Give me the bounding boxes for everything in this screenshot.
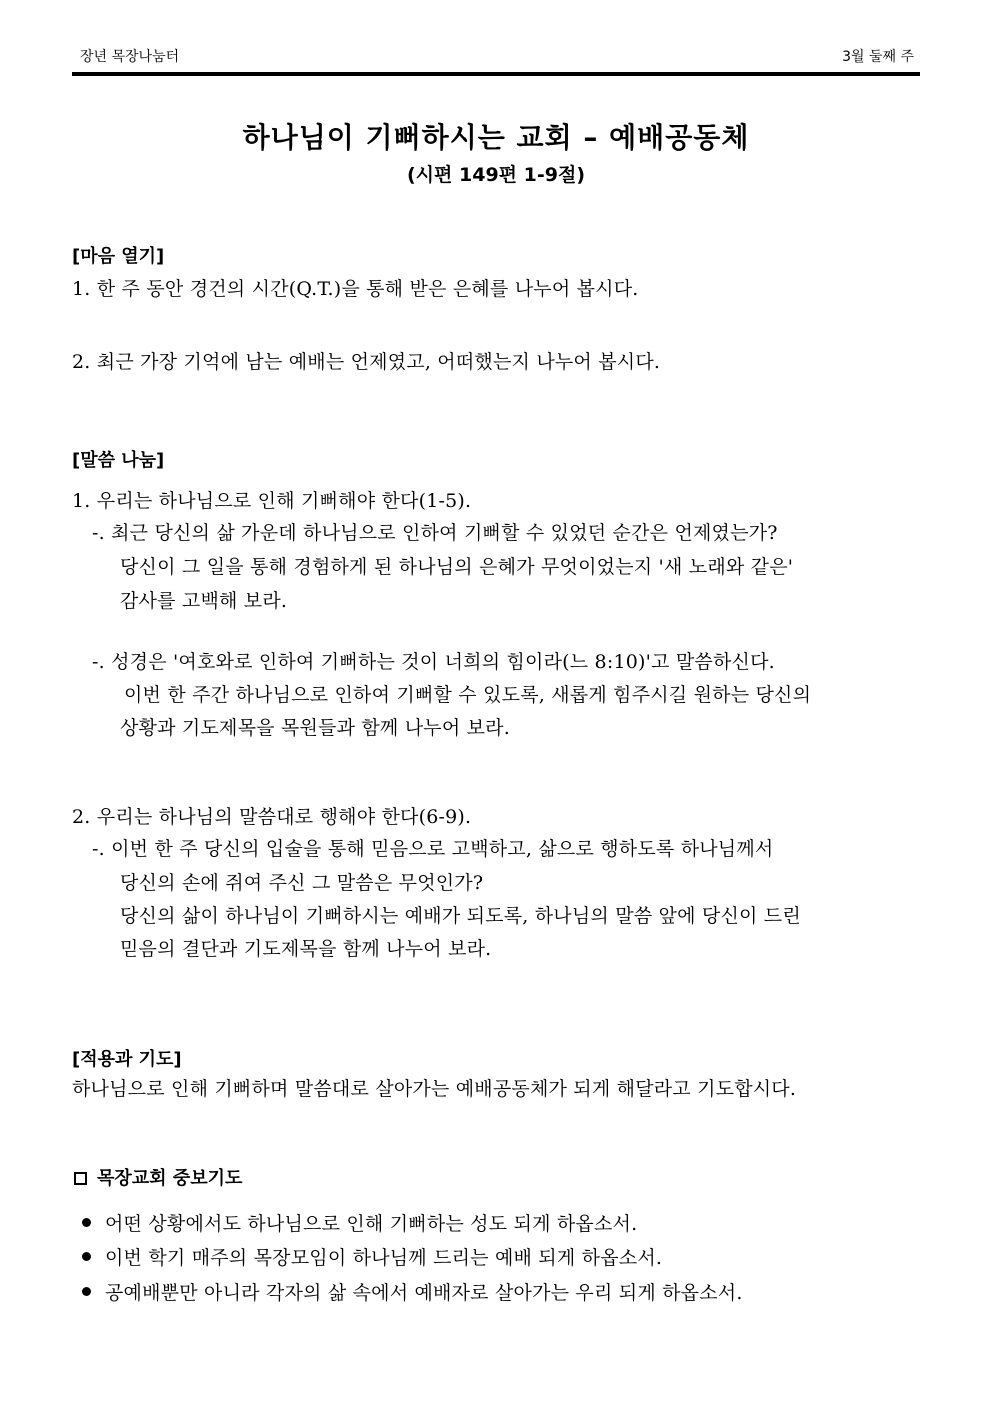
intercession-heading: 목장교회 중보기도 [97, 1168, 243, 1189]
point2-question-line: 믿음의 결단과 기도제목을 함께 나누어 보라. [120, 938, 492, 960]
intercession-item-text: 어떤 상황에서도 하나님으로 인해 기뻐하는 성도 되게 하옵소서. [105, 1213, 638, 1235]
intercession-item [82, 1209, 637, 1236]
header-right-label: 3월 둘째 주 [842, 49, 914, 65]
point1-title: 1. 우리는 하나님으로 인해 기뻐해야 한다(1-5). [72, 490, 472, 512]
intercession-item [82, 1278, 743, 1305]
bullet-dot-icon [82, 1218, 91, 1227]
page-subtitle: (시편 149편 1-9절) [407, 164, 585, 186]
apply-pray-text: 하나님으로 인해 기뻐하며 말씀대로 살아가는 예배공동체가 되게 해달라고 기도합시다. [72, 1078, 797, 1100]
intercession-item-text: 이번 학기 매주의 목장모임이 하나님께 드리는 예배 되게 하옵소서. [105, 1247, 663, 1269]
open-heart-q1: 1. 한 주 동안 경건의 시간(Q.T.)을 통해 받은 은혜를 나누어 봅시다. [72, 278, 639, 300]
apply-pray-heading: [적용과 기도] [72, 1049, 182, 1070]
intercession-item [82, 1243, 662, 1270]
checkbox-square-icon [74, 1172, 87, 1185]
point1-question-b-line: 상황과 기도제목을 목원들과 함께 나누어 보라. [120, 717, 510, 739]
open-heart-q2: 2. 최근 가장 기억에 남는 예배는 언제였고, 어떠했는지 나누어 봅시다. [72, 351, 661, 373]
point1-question-a-line: 당신이 그 일을 통해 경험하게 된 하나님의 은혜가 무엇이었는지 '새 노래와 같은' [120, 556, 794, 578]
point2-question-line: 당신의 삶이 하나님이 기뻐하시는 예배가 되도록, 하나님의 말씀 앞에 당신이 드린 [120, 905, 801, 927]
page-title: 하나님이 기뻐하시는 교회 – 예배공동체 [242, 121, 750, 154]
intercession-item-text: 공예배뿐만 아니라 각자의 삶 속에서 예배자로 살아가는 우리 되게 하옵소서. [105, 1282, 743, 1304]
point2-title: 2. 우리는 하나님의 말씀대로 행해야 한다(6-9). [72, 806, 472, 828]
bullet-dot-icon [82, 1287, 91, 1296]
point1-question-a-line: 감사를 고백해 보라. [120, 590, 288, 612]
point1-question-b-line: 이번 한 주간 하나님으로 인하여 기뻐할 수 있도록, 새롭게 힘주시길 원하는 당신의 [124, 684, 812, 706]
header-left-label: 장년 목장나눔터 [80, 49, 180, 65]
word-sharing-heading: [말씀 나눔] [72, 450, 165, 471]
open-heart-heading: [마음 열기] [72, 246, 165, 267]
bullet-dot-icon [82, 1252, 91, 1261]
point1-question-a-line: -. 최근 당신의 삶 가운데 하나님으로 인하여 기뻐할 수 있었던 순간은 언제였는가? [92, 522, 778, 544]
intercession-heading-row [74, 1164, 242, 1190]
point2-question-line: -. 이번 한 주 당신의 입술을 통해 믿음으로 고백하고, 삶으로 행하도록 하나님께서 [92, 838, 774, 860]
point2-question-line: 당신의 손에 쥐여 주신 그 말씀은 무엇인가? [120, 872, 484, 894]
point1-question-b-line: -. 성경은 '여호와로 인하여 기뻐하는 것이 너희의 힘이라(느 8:10)'고 말씀하신다. [92, 651, 775, 673]
header-rule [72, 72, 920, 76]
